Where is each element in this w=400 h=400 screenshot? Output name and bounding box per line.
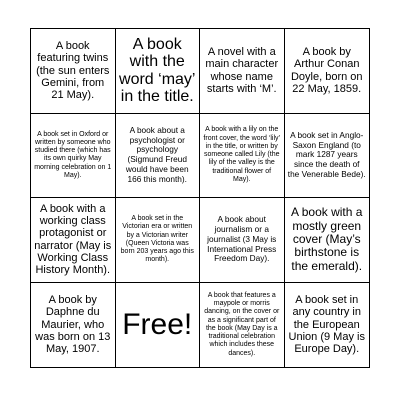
bingo-cell-working-class[interactable] [31,198,116,283]
cell-text: A book by Daphne du Maurier, who was born on 13 May, 1907. [35,293,111,356]
bingo-cell-lily[interactable] [200,114,285,199]
cell-text: A book that features a maypole or morris dancing, on the cover or as a significant part of the book (May Day is a traditional celebration which includes these dances). [204,291,280,357]
cell-text: A book with a mostly green cover (May’s birthstone is the emerald). [291,205,363,273]
cell-text: A novel with a main character whose name starts with ‘M’. [205,46,279,96]
bingo-cell-twins[interactable] [31,29,116,114]
bingo-cell-character-m[interactable] [200,29,285,114]
bingo-cell-may-title[interactable] [116,29,201,114]
cell-text: A book set in the Victorian era or written by a Victorian writer (Queen Victoria was born 203 years ago this month). [120,215,194,264]
bingo-cell-psychology[interactable] [116,114,201,199]
bingo-cell-conan-doyle[interactable] [285,29,370,114]
bingo-cell-du-maurier[interactable] [31,283,116,368]
cell-text: A book about a psychologist or psychology (Sigmund Freud would have been 166 this month). [125,124,189,184]
cell-text: A book with the word ‘may’ in the title. [119,35,196,106]
cell-text: A book about journalism or a journalist (3 May is International Press Freedom Day). [207,214,277,264]
cell-text: A book set in any country in the European Union (9 May is Europe Day). [288,293,365,356]
cell-text: A book with a lily on the front cover, the word ‘lily’ in the title, or written by someone called Lily (the lily of the valley is the traditional flower of May). [203,126,281,183]
bingo-board [30,28,370,368]
bingo-cell-oxford[interactable] [31,114,116,199]
cell-text: A book set in Anglo-Saxon England (to mark 1287 years since the death of the Venerable Bede). [287,129,366,179]
cell-text: Free! [122,307,193,341]
cell-text: A book featuring twins (the sun enters Gemini, from 21 May). [36,39,110,102]
cell-text: A book set in Oxford or written by someone who studied there (which has its own quirky May morning celebration on 1 May). [34,130,112,179]
cell-text: A book by Arthur Conan Doyle, born on 22 May, 1859. [290,46,363,96]
bingo-cell-green-cover[interactable] [285,198,370,283]
bingo-cell-free[interactable] [116,283,201,368]
cell-text: A book with a working class protagonist or narrator (May is Working Class History Month). [34,202,112,277]
bingo-cell-anglo-saxon[interactable] [285,114,370,199]
bingo-cell-journalism[interactable] [200,198,285,283]
bingo-cell-european-union[interactable] [285,283,370,368]
bingo-cell-victorian[interactable] [116,198,201,283]
bingo-cell-maypole[interactable] [200,283,285,368]
